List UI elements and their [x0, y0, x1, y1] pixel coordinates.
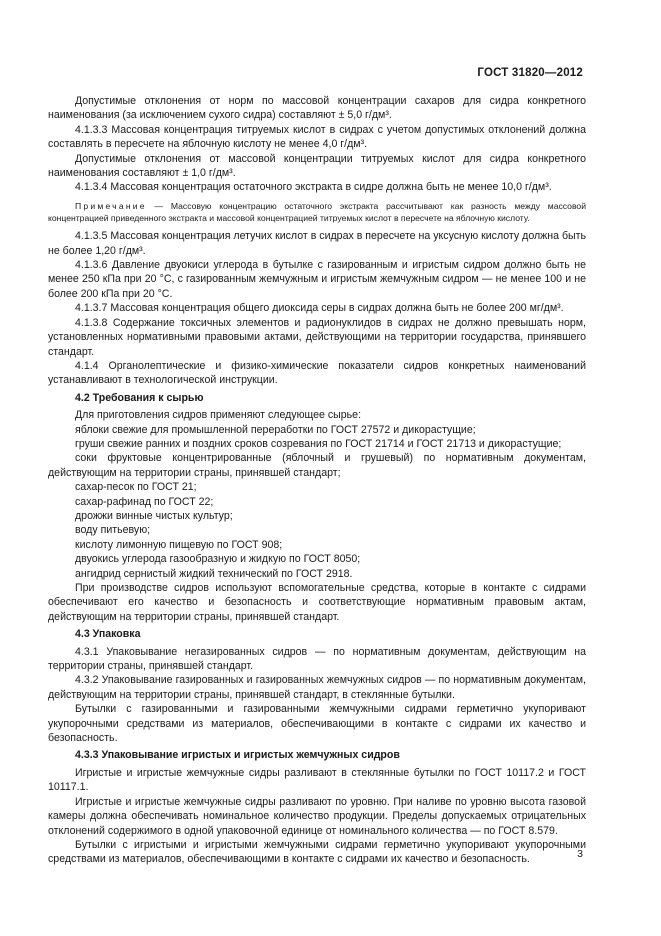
- note-label: Примечание: [75, 200, 147, 211]
- body-paragraph: 4.1.3.7 Массовая концентрация общего диоксида серы в сидрах должна быть не более 200 мг/дм³.: [75, 302, 564, 315]
- list-item: двуокись углерода газообразную и жидкую по ГОСТ 8050;: [75, 553, 361, 566]
- body-paragraph: Для приготовления сидров применяют следующее сырье:: [75, 409, 362, 422]
- body-paragraph: 4.1.3.8 Содержание токсичных элементов и радионуклидов в сидрах не должно превышать норм, установленных нормативными правовыми актами, действующими на территории государства, принявшего стандарт.: [48, 316, 586, 358]
- body-paragraph: 4.1.3.4 Массовая концентрация остаточного экстракта в сидре должна быть не менее 10,0 г/дм³.: [75, 181, 552, 194]
- body-paragraph: 4.1.3.6 Давление двуокиси углерода в бутылке с газированным и игристым сидром должно быть не менее 250 кПа при 20 °С, с газированным жемчужным и игристым жемчужным сидром — не менее 100 и не более 200 кПа при 20 °С.: [48, 259, 586, 300]
- page-number: 3: [577, 848, 583, 860]
- body-paragraph: 4.1.4 Органолептические и физико-химические показатели сидров конкретных наименований устанавливают в технологической инструкции.: [48, 359, 586, 387]
- list-item: груши свежие ранних и поздних сроков созревания по ГОСТ 21714 и ГОСТ 21713 и дикорастущие;: [75, 437, 562, 450]
- section-heading: 4.2 Требования к сырью: [75, 391, 204, 404]
- body-paragraph: 4.3.2 Упаковывание газированных и газированных жемчужных сидров — по нормативным документам, действующим на территории страны, принявшей стандарт, в стеклянные бутылки.: [48, 674, 586, 701]
- list-item: сахар-песок по ГОСТ 21;: [75, 481, 197, 494]
- body-paragraph: Допустимые отклонения от норм по массовой концентрации сахаров для сидра конкретного наименования (за исключением сухого сидра) составляют ± 5,0 г/дм³.: [48, 95, 586, 122]
- body-paragraph: соки фруктовые концентрированные (яблочный и грушевый) по нормативным документам, действующим на территории страны, принявшей стандарт;: [48, 452, 586, 479]
- section-heading: 4.3.3 Упаковывание игристых и игристых жемчужных сидров: [75, 749, 400, 762]
- document-body: [48, 94, 586, 867]
- note-text: — Массовую концентрацию остаточного экстракта рассчитывают как разность между массовой концентрацией приведенного экстракта и массовой концентрацией титруемых кислот в пересчете на яблочную кислоту.: [48, 200, 586, 224]
- note-paragraph: [48, 200, 586, 224]
- body-paragraph: Допустимые отклонения от массовой концентрации титруемых кислот для сидра конкретного наименования составляют ± 1,0 г/дм³.: [48, 152, 586, 180]
- list-item: кислоту лимонную пищевую по ГОСТ 908;: [75, 538, 283, 551]
- body-paragraph: Бутылки с газированными и газированными жемчужными сидрами герметично укупоривают укупорочными средствами из материалов, обеспечивающими в контакте с сидрами их качество и безопасность.: [48, 703, 586, 745]
- list-item: дрожжи винные чистых культур;: [75, 509, 233, 522]
- list-item: воду питьевую;: [75, 524, 151, 537]
- list-item: яблоки свежие для промышленной переработки по ГОСТ 27572 и дикорастущие;: [75, 423, 476, 436]
- list-item: сахар-рафинад по ГОСТ 22;: [75, 495, 214, 508]
- body-paragraph: При производстве сидров используют вспомогательные средства, которые в контакте с сидрами обеспечивают его качество и безопасность и соответствующие нормативным правовым актам, действующим на территории страны, принявшей стандарт.: [48, 582, 586, 623]
- list-item: ангидрид сернистый жидкий технический по ГОСТ 2918.: [75, 567, 353, 580]
- body-paragraph: Бутылки с игристыми и игристыми жемчужными сидрами герметично укупоривают укупорочными средствами из материалов, обеспечивающими в контакте с сидрами их качество и безопасность.: [48, 838, 586, 866]
- section-heading: 4.3 Упаковка: [75, 628, 141, 641]
- body-paragraph: Игристые и игристые жемчужные сидры разливают в стеклянные бутылки по ГОСТ 10117.2 и ГОСТ 10117.1.: [48, 766, 586, 794]
- body-paragraph: 4.1.3.5 Массовая концентрация летучих кислот в сидрах в пересчете на уксусную кислоту должна быть не более 1,20 г/дм³.: [48, 230, 586, 257]
- document-header: ГОСТ 31820—2012: [477, 67, 583, 79]
- body-paragraph: Игристые и игристые жемчужные сидры разливают по уровню. При наливе по уровню высота газовой камеры должна обеспечивать номинальное количество продукции. Пределы допускаемых отрицательных отклонений содержимого в одной упаковочной единице от номинального количества — по ГОСТ 8.579.: [48, 795, 586, 837]
- body-paragraph: 4.3.1 Упаковывание негазированных сидров — по нормативным документам, действующим на территории страны, принявшей стандарт.: [48, 645, 586, 673]
- body-paragraph: 4.1.3.3 Массовая концентрация титруемых кислот в сидрах с учетом допустимых отклонений должна составлять в пересчете на яблочную кислоту не менее 4,0 г/дм³.: [48, 123, 586, 151]
